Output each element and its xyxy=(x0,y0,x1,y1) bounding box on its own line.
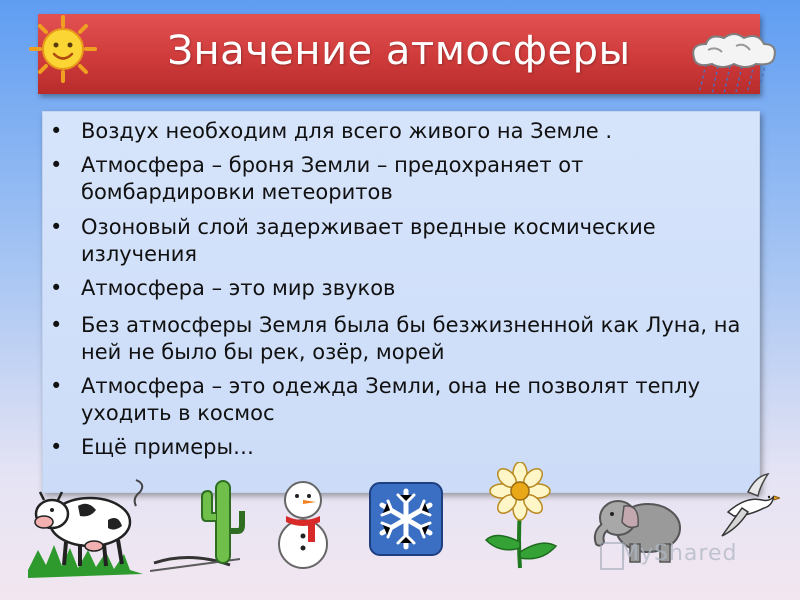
bullet-marker: • xyxy=(50,313,63,337)
cactus-icon xyxy=(150,475,250,575)
bullet-marker: • xyxy=(50,153,63,177)
bullet-text: Атмосфера – это мир звуков xyxy=(81,276,396,300)
flower-icon xyxy=(482,462,560,572)
bullet-text: Атмосфера – броня Земли – предохраняет от бомбардировки метеоритов xyxy=(81,153,584,204)
snowflake-icon xyxy=(368,481,444,557)
bullet-text: Озоновый слой задерживает вредные космические излучения xyxy=(81,215,656,266)
bullet-text: Ещё примеры… xyxy=(81,435,255,459)
bullet-item xyxy=(50,118,761,145)
cloud-rain-icon xyxy=(686,30,781,98)
bullet-text: Воздух необходим для всего живого на Земле . xyxy=(81,119,613,143)
bullet-text: Без атмосферы Земля была бы безжизненной как Луна, на ней не было бы рек, озёр, морей xyxy=(81,313,741,364)
slide-title: Значение атмосферы xyxy=(167,28,631,74)
bullet-marker: • xyxy=(50,215,63,239)
bullet-marker: • xyxy=(50,276,63,300)
bullet-item xyxy=(50,152,761,206)
bullet-item xyxy=(50,373,761,427)
content-box xyxy=(42,111,760,493)
bullet-item xyxy=(50,275,761,302)
snowman-icon xyxy=(268,472,338,572)
bullet-marker: • xyxy=(50,119,63,143)
bullet-marker: • xyxy=(50,435,63,459)
bullet-marker: • xyxy=(50,374,63,398)
cow-icon xyxy=(18,470,153,585)
title-bar xyxy=(38,14,760,94)
bullet-item xyxy=(50,434,761,461)
bullet-text: Атмосфера – это одежда Земли, она не позволят теплу уходить в космос xyxy=(81,374,701,425)
seagull-icon xyxy=(718,472,780,544)
watermark-text: MyShared xyxy=(620,541,738,566)
bullet-item xyxy=(50,214,761,268)
sun-icon xyxy=(28,14,98,84)
bullet-item xyxy=(50,312,761,366)
